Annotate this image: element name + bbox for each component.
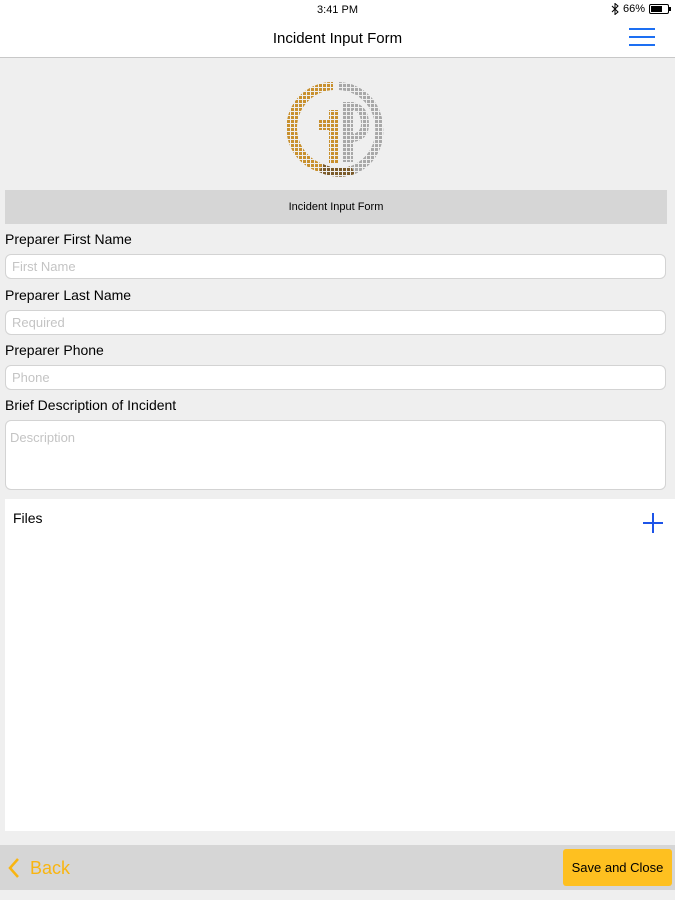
- status-time: 3:41 PM: [317, 4, 358, 16]
- battery-level: [651, 6, 662, 12]
- phone-label: Preparer Phone: [5, 342, 104, 358]
- description-field[interactable]: [5, 420, 666, 490]
- phone-field[interactable]: [5, 365, 666, 390]
- hamburger-menu-icon[interactable]: [629, 27, 657, 49]
- last-name-field[interactable]: [5, 310, 666, 335]
- chevron-left-icon: [8, 857, 20, 879]
- form-banner: Incident Input Form: [5, 190, 667, 224]
- bottom-toolbar: [0, 845, 675, 890]
- battery-percent: 66%: [622, 3, 645, 15]
- save-and-close-button[interactable]: Save and Close: [563, 849, 672, 886]
- first-name-label: Preparer First Name: [5, 231, 132, 247]
- files-panel: [5, 499, 675, 831]
- files-label: Files: [13, 510, 43, 526]
- back-button[interactable]: [8, 854, 70, 882]
- page-title: Incident Input Form: [272, 30, 403, 47]
- battery-icon: [649, 4, 669, 14]
- back-label: Back: [30, 857, 71, 878]
- last-name-label: Preparer Last Name: [5, 287, 132, 303]
- plus-icon[interactable]: [643, 513, 663, 533]
- navigation-bar: [0, 20, 675, 58]
- description-label: Brief Description of Incident: [5, 397, 177, 413]
- status-bar: [0, 0, 675, 20]
- status-indicators: [611, 3, 669, 15]
- company-logo: [283, 76, 389, 184]
- first-name-field[interactable]: [5, 254, 666, 279]
- bluetooth-icon: [611, 3, 619, 15]
